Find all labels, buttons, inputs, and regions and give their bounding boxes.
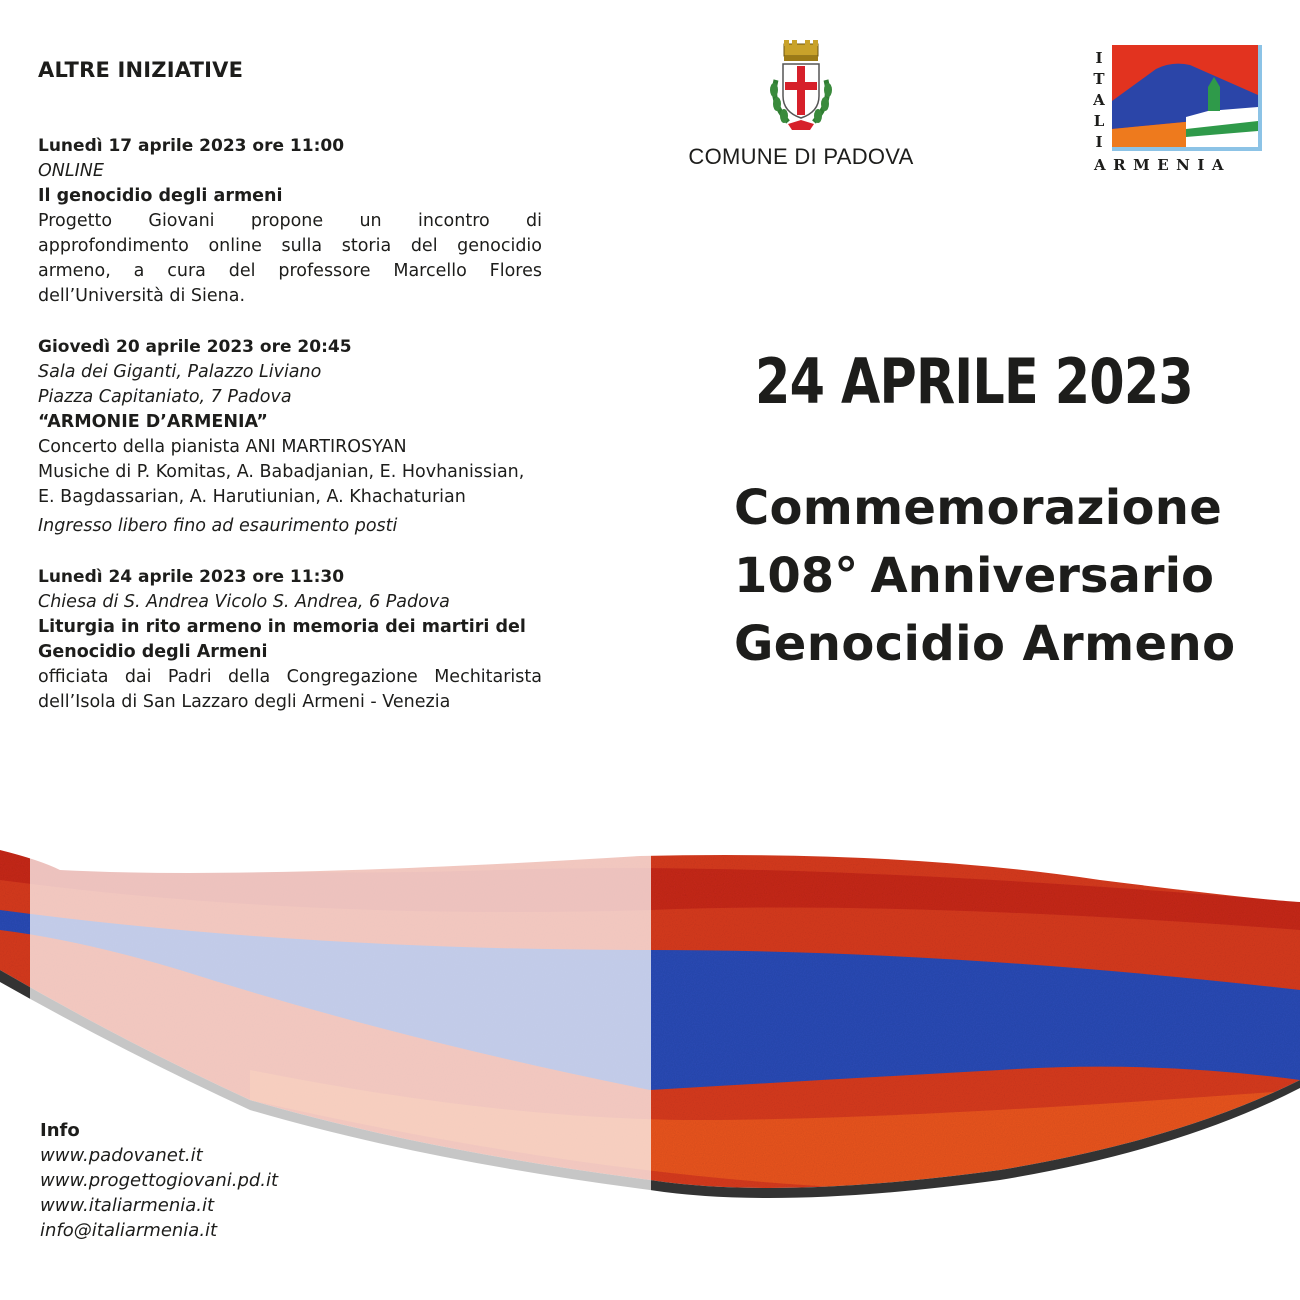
commemoration-line-3: Genocidio Armeno (734, 616, 1236, 672)
event-date: Lunedì 17 aprile 2023 ore 11:00 (38, 136, 345, 156)
event-title: Il genocidio degli armeni (38, 186, 283, 206)
info-link[interactable]: www.padovanet.it (40, 1145, 203, 1166)
commemoration-title (734, 474, 1236, 678)
info-label: Info (40, 1120, 80, 1141)
event-description: Progetto Giovani propone un incontro di approfondimento online sulla storia del genocidio armeno, a cura del professore Marcello Flores dell’Università di Siena. (38, 211, 542, 306)
event-main-date: 24 APRILE 2023 (755, 345, 1193, 418)
italia-letter: I (1095, 49, 1103, 67)
italia-letter: L (1093, 112, 1105, 130)
info-link[interactable]: www.progettogiovani.pd.it (40, 1170, 279, 1191)
anniversary-word: Anniversario (870, 548, 1214, 604)
italia-vertical-text (1092, 48, 1106, 153)
italia-letter: I (1095, 133, 1103, 151)
event-place: Sala dei Giganti, Palazzo Liviano (38, 362, 322, 382)
italia-letter: T (1093, 70, 1105, 88)
italia-letter: A (1093, 91, 1105, 109)
anniversary-number: 108° (734, 548, 859, 604)
italia-armenia-emblem-icon (1112, 45, 1262, 151)
coat-of-arms-icon (766, 40, 836, 132)
event-1 (38, 134, 542, 309)
event-description: E. Bagdassarian, A. Harutiunian, A. Khachaturian (38, 487, 466, 507)
event-description: Concerto della pianista ANI MARTIROSYAN (38, 437, 407, 457)
event-place: ONLINE (38, 161, 104, 181)
info-block (40, 1118, 278, 1243)
commemoration-line-1: Commemorazione (734, 480, 1223, 536)
info-link[interactable]: www.italiarmenia.it (40, 1195, 215, 1216)
comune-di-padova-logo (686, 40, 916, 170)
event-title: “ARMONIE D’ARMENIA” (38, 412, 268, 432)
event-3 (38, 565, 542, 715)
event-description: officiata dai Padri della Congregazione Mechitarista dell’Isola di San Lazzaro degli Armeni - Venezia (38, 667, 542, 712)
event-place: Piazza Capitaniato, 7 Padova (38, 387, 292, 407)
event-2 (38, 335, 542, 539)
armenia-text: ARMENIA (1094, 156, 1232, 174)
event-date: Lunedì 24 aprile 2023 ore 11:30 (38, 567, 345, 587)
event-title: Liturgia in rito armeno in memoria dei martiri del (38, 617, 526, 637)
event-note: Ingresso libero fino ad esaurimento posti (38, 516, 398, 536)
section-title: ALTRE INIZIATIVE (38, 58, 244, 82)
info-email[interactable]: info@italiarmenia.it (40, 1220, 218, 1241)
event-place: Chiesa di S. Andrea Vicolo S. Andrea, 6 Padova (38, 592, 450, 612)
italia-armenia-logo (1090, 44, 1265, 179)
event-description: Musiche di P. Komitas, A. Babadjanian, E. Hovhanissian, (38, 462, 525, 482)
commemoration-line-2 (734, 542, 1214, 610)
comune-name: COMUNE DI PADOVA (688, 144, 914, 169)
event-date: Giovedì 20 aprile 2023 ore 20:45 (38, 337, 352, 357)
event-title: Genocidio degli Armeni (38, 642, 268, 662)
left-column (38, 58, 542, 741)
